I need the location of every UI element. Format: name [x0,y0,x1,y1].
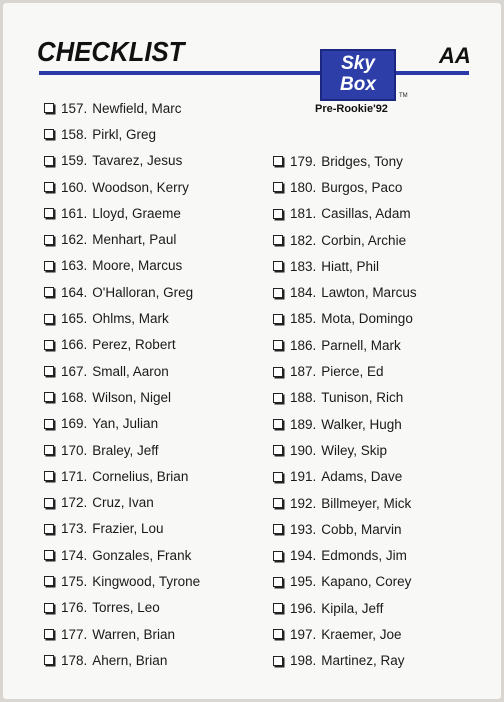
item-number: 194. [290,548,317,564]
checklist-right-column [273,148,417,674]
checklist-item [44,647,200,673]
checklist-item [44,411,200,437]
player-name: O'Halloran, Greg [92,284,194,300]
checklist-item [44,253,200,279]
checklist-item [44,332,200,358]
item-number: 184. [290,285,317,301]
set-code: AA [439,43,471,68]
item-number: 163. [61,258,88,274]
checkbox-icon[interactable] [44,392,54,402]
checklist-item [44,279,200,305]
item-number: 171. [61,468,88,484]
checkbox-icon[interactable] [44,419,54,429]
checklist-item [273,621,417,647]
checklist-item [44,148,200,174]
item-number: 164. [61,284,88,300]
item-number: 162. [61,232,88,248]
player-name: Yan, Julian [92,416,159,432]
item-number: 189. [290,416,317,432]
player-name: Woodson, Kerry [92,179,189,195]
item-number: 166. [61,337,88,353]
item-number: 196. [290,600,317,616]
player-name: Frazier, Lou [92,521,164,537]
checkbox-icon[interactable] [44,129,54,139]
checkbox-icon[interactable] [44,182,54,192]
player-name: Pirkl, Greg [92,126,157,142]
checklist-item [273,437,417,463]
item-number: 165. [61,311,88,327]
player-name: Pierce, Ed [321,364,384,380]
checkbox-icon[interactable] [273,182,283,192]
checklist-item [273,569,417,595]
item-number: 177. [61,626,88,642]
player-name: Tunison, Rich [321,390,404,406]
player-name: Wilson, Nigel [92,389,172,405]
player-name: Lloyd, Graeme [92,205,181,221]
checkbox-icon[interactable] [44,156,54,166]
checklist-item [44,121,200,147]
item-number: 191. [290,469,317,485]
checkbox-icon[interactable] [273,261,283,271]
checklist-left-column [44,95,200,674]
item-number: 168. [61,389,88,405]
checklist-item [273,332,417,358]
checklist-item [44,200,200,226]
item-number: 195. [290,574,317,590]
checklist-item [44,437,200,463]
checkbox-icon[interactable] [44,314,54,324]
checklist-item [273,279,417,305]
player-name: Warren, Brian [92,626,176,642]
checklist-item [44,226,200,252]
checklist-item [44,463,200,489]
player-name: Lawton, Marcus [321,285,417,301]
item-number: 170. [61,442,88,458]
item-number: 192. [290,495,317,511]
player-name: Bridges, Tony [321,153,403,169]
item-number: 181. [290,206,317,222]
checkbox-icon[interactable] [273,156,283,166]
checkbox-icon[interactable] [273,340,283,350]
item-number: 178. [61,652,88,668]
checkbox-icon[interactable] [273,656,283,666]
checkbox-icon[interactable] [273,367,283,377]
checkbox-icon[interactable] [273,472,283,482]
item-number: 176. [61,600,88,616]
checklist-item [44,489,200,515]
checkbox-icon[interactable] [273,288,283,298]
player-name: Cobb, Marvin [321,521,402,537]
player-name: Mota, Domingo [321,311,413,327]
logo-line1: Sky [341,53,375,74]
item-number: 157. [61,100,88,116]
checkbox-icon[interactable] [44,340,54,350]
player-name: Wiley, Skip [321,442,388,458]
item-number: 182. [290,232,317,248]
player-name: Tavarez, Jesus [92,153,183,169]
checkbox-icon[interactable] [44,576,54,586]
checklist-item [44,568,200,594]
checkbox-icon[interactable] [273,577,283,587]
player-name: Ohlms, Mark [92,311,169,327]
checklist-item [44,621,200,647]
item-number: 190. [290,442,317,458]
checklist-item [44,358,200,384]
player-name: Billmeyer, Mick [321,495,412,511]
page-title: CHECKLIST [37,36,185,67]
checkbox-icon[interactable] [273,445,283,455]
player-name: Kraemer, Joe [321,626,402,642]
player-name: Gonzales, Frank [92,547,192,563]
checkbox-icon[interactable] [44,524,54,534]
skybox-logo [320,49,396,101]
checkbox-icon[interactable] [273,551,283,561]
item-number: 158. [61,126,88,142]
player-name: Cruz, Ivan [92,495,154,511]
item-number: 193. [290,521,317,537]
checkbox-icon[interactable] [44,655,54,665]
item-number: 169. [61,416,88,432]
player-name: Martinez, Ray [321,653,405,669]
player-name: Ahern, Brian [92,652,168,668]
player-name: Cornelius, Brian [92,468,189,484]
checklist-item [273,542,417,568]
item-number: 161. [61,205,88,221]
checklist-item [44,305,200,331]
player-name: Burgos, Paco [321,179,403,195]
player-name: Kipila, Jeff [321,600,384,616]
item-number: 185. [290,311,317,327]
checklist-item [273,306,417,332]
logo-trademark: TM [399,93,408,99]
checkbox-icon[interactable] [273,629,283,639]
checkbox-icon[interactable] [273,603,283,613]
item-number: 187. [290,364,317,380]
checkbox-icon[interactable] [273,419,283,429]
player-name: Menhart, Paul [92,232,177,248]
player-name: Edmonds, Jim [321,548,407,564]
player-name: Newfield, Marc [92,100,182,116]
checklist-card [3,3,501,699]
checkbox-icon[interactable] [44,235,54,245]
checkbox-icon[interactable] [44,287,54,297]
player-name: Moore, Marcus [92,258,183,274]
player-name: Small, Aaron [92,363,169,379]
item-number: 160. [61,179,88,195]
item-number: 197. [290,626,317,642]
logo-line2: Box [340,74,376,95]
checklist-item [273,648,417,674]
player-name: Hiatt, Phil [321,258,380,274]
item-number: 180. [290,179,317,195]
player-name: Parnell, Mark [321,337,401,353]
player-name: Torres, Leo [92,600,160,616]
checklist-item [273,516,417,542]
player-name: Walker, Hugh [321,416,402,432]
item-number: 173. [61,521,88,537]
checklist-item [273,385,417,411]
item-number: 179. [290,153,317,169]
checklist-item [273,464,417,490]
checklist-item [44,516,200,542]
player-name: Perez, Robert [92,337,176,353]
checklist-item [44,384,200,410]
player-name: Kingwood, Tyrone [92,573,201,589]
player-name: Braley, Jeff [92,442,159,458]
item-number: 167. [61,363,88,379]
player-name: Kapano, Corey [321,574,412,590]
checkbox-icon[interactable] [44,366,54,376]
item-number: 188. [290,390,317,406]
checklist-item [44,595,200,621]
checklist-item [44,542,200,568]
item-number: 172. [61,495,88,511]
header-rule [39,71,469,75]
checklist-item [273,201,417,227]
checkbox-icon[interactable] [44,498,54,508]
checkbox-icon[interactable] [44,550,54,560]
checkbox-icon[interactable] [273,393,283,403]
checkbox-icon[interactable] [273,209,283,219]
item-number: 174. [61,547,88,563]
player-name: Casillas, Adam [321,206,411,222]
checkbox-icon[interactable] [273,498,283,508]
checkbox-icon[interactable] [44,471,54,481]
checkbox-icon[interactable] [273,235,283,245]
checkbox-icon[interactable] [44,261,54,271]
item-number: 183. [290,258,317,274]
checklist-item [273,227,417,253]
item-number: 186. [290,337,317,353]
checklist-item [273,595,417,621]
checklist-item [273,148,417,174]
item-number: 198. [290,653,317,669]
checkbox-icon[interactable] [44,103,54,113]
checklist-item [273,358,417,384]
checkbox-icon[interactable] [44,603,54,613]
player-name: Corbin, Archie [321,232,407,248]
item-number: 175. [61,573,88,589]
checklist-item [44,174,200,200]
checklist-item [273,490,417,516]
checklist-item [44,95,200,121]
checklist-item [273,253,417,279]
logo-subtitle: Pre-Rookie'92 [315,103,388,115]
checkbox-icon[interactable] [273,314,283,324]
checkbox-icon[interactable] [44,445,54,455]
checkbox-icon[interactable] [44,629,54,639]
checklist-item [273,411,417,437]
player-name: Adams, Dave [321,469,403,485]
checklist-item [273,174,417,200]
checkbox-icon[interactable] [273,524,283,534]
item-number: 159. [61,153,88,169]
checkbox-icon[interactable] [44,208,54,218]
